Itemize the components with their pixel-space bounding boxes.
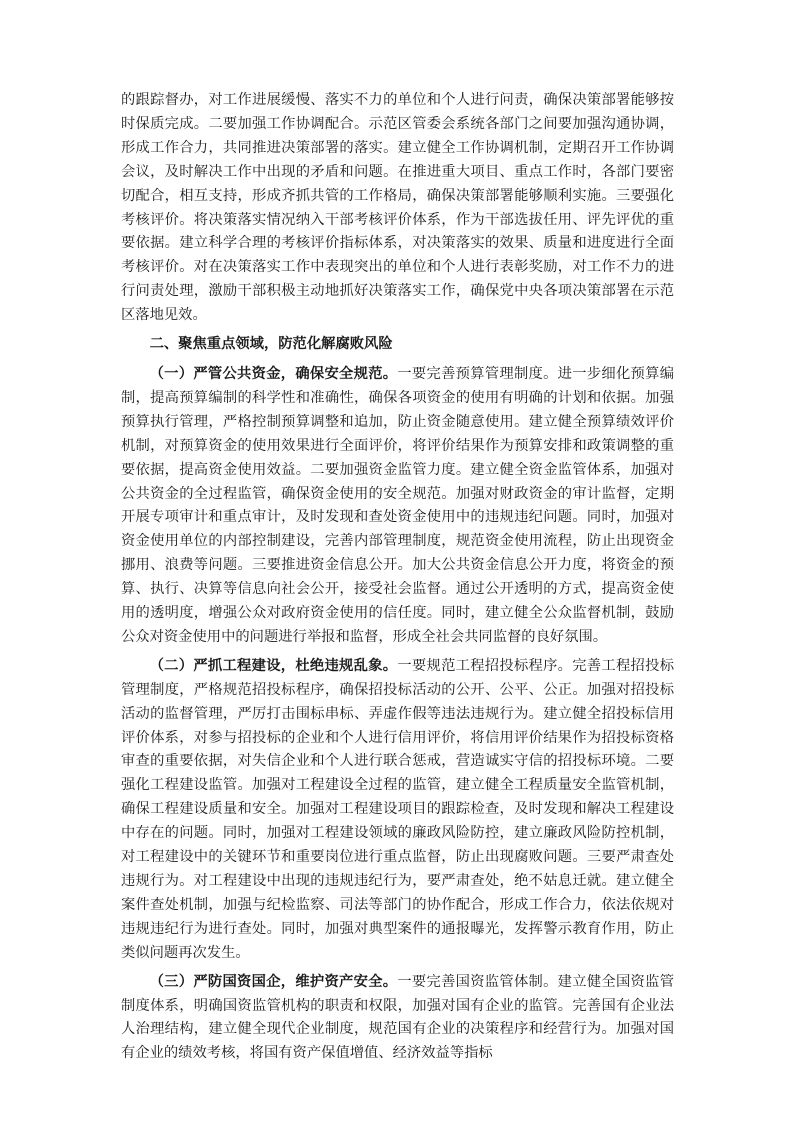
subsection-paragraph-3 bbox=[121, 971, 674, 1067]
subsection-title-2: （二）严抓工程建设，杜绝违规乱象。 bbox=[149, 657, 398, 674]
document-page bbox=[121, 89, 674, 1066]
subsection-paragraph-1 bbox=[121, 363, 674, 650]
section-heading: 二、聚焦重点领域，防范化解腐败风险 bbox=[149, 336, 393, 353]
subsection-body-3: 一要完善国资监管体制。建立健全国资监管制度体系，明确国资监管机构的职责和权限，加强对国有企业的监管。完善国有企业法人治理结构，建立健全现代企业制度，规范国有企业的决策程序和经营行为。加强对国有企业的绩效考核，将国有资产保值增值、经济效益等指标 bbox=[121, 973, 674, 1062]
continuation-paragraph: 的跟踪督办，对工作进展缓慢、落实不力的单位和个人进行问责，确保决策部署能够按时保质完成。二要加强工作协调配合。示范区管委会系统各部门之间要加强沟通协调，形成工作合力，共同推进决策部署的落实。建立健全工作协调机制，定期召开工作协调会议，及时解决工作中出现的矛盾和问题。在推进重大项目、重点工作时，各部门要密切配合，相互支持，形成齐抓共管的工作格局，确保决策部署能够顺利实施。三要强化考核评价。将决策落实情况纳入干部考核评价体系，作为干部选拔任用、评先评优的重要依据。建立科学合理的考核评价指标体系，对决策落实的效果、质量和进度进行全面考核评价。对在决策落实工作中表现突出的单位和个人进行表彰奖励，对工作不力的进行问责处理，激励干部积极主动地抓好决策落实工作，确保党中央各项决策部署在示范区落地见效。 bbox=[121, 92, 674, 324]
subsection-paragraph-2 bbox=[121, 655, 674, 966]
subsection-title-3: （三）严防国资国企，维护资产安全。 bbox=[149, 973, 398, 990]
subsection-body-1: 一要完善预算管理制度。进一步细化预算编制，提高预算编制的科学性和准确性，确保各项资金的使用有明确的计划和依据。加强预算执行管理，严格控制预算调整和追加，防止资金随意使用。建立健全预算绩效评价机制，对预算资金的使用效果进行全面评价，将评价结果作为预算安排和政策调整的重要依据，提高资金使用效益。二要加强资金监管力度。建立健全资金监管体系，加强对公共资金的全过程监管，确保资金使用的安全规范。加强对财政资金的审计监督，定期开展专项审计和重点审计，及时发现和查处资金使用中的违规违纪问题。同时，加强对资金使用单位的内部控制建设，完善内部管理制度，规范资金使用流程，防止出现资金挪用、浪费等问题。三要推进资金信息公开。加大公共资金信息公开力度，将资金的预算、执行、决算等信息向社会公开，接受社会监督。通过公开透明的方式，提高资金使用的透明度，增强公众对政府资金使用的信任度。同时，建立健全公众监督机制，鼓励公众对资金使用中的问题进行举报和监督，形成全社会共同监督的良好氛围。 bbox=[121, 365, 674, 645]
subsection-body-2: 一要规范工程招投标程序。完善工程招投标管理制度，严格规范招投标程序，确保招投标活动的公开、公平、公正。加强对招投标活动的监督管理，严厉打击围标串标、弄虚作假等违法违规行为。建立健全招投标信用评价体系，对参与招投标的企业和个人进行信用评价，将信用评价结果作为招投标资格审查的重要依据，对失信企业和个人进行联合惩戒，营造诚实守信的招投标环境。二要强化工程建设监管。加强对工程建设全过程的监管，建立健全工程质量安全监管机制，确保工程建设质量和安全。加强对工程建设项目的跟踪检查，及时发现和解决工程建设中存在的问题。同时，加强对工程建设领域的廉政风险防控，建立廉政风险防控机制，对工程建设中的关键环节和重要岗位进行重点监督，防止出现腐败问题。三要严肃查处违规行为。对工程建设中出现的违规违纪行为，要严肃查处，绝不姑息迁就。建立健全案件查处机制，加强与纪检监察、司法等部门的协作配合，形成工作合力，依法依规对违规违纪行为进行查处。同时，加强对典型案件的通报曝光，发挥警示教育作用，防止类似问题再次发生。 bbox=[121, 657, 674, 961]
subsection-title-1: （一）严管公共资金，确保安全规范。 bbox=[149, 365, 398, 382]
